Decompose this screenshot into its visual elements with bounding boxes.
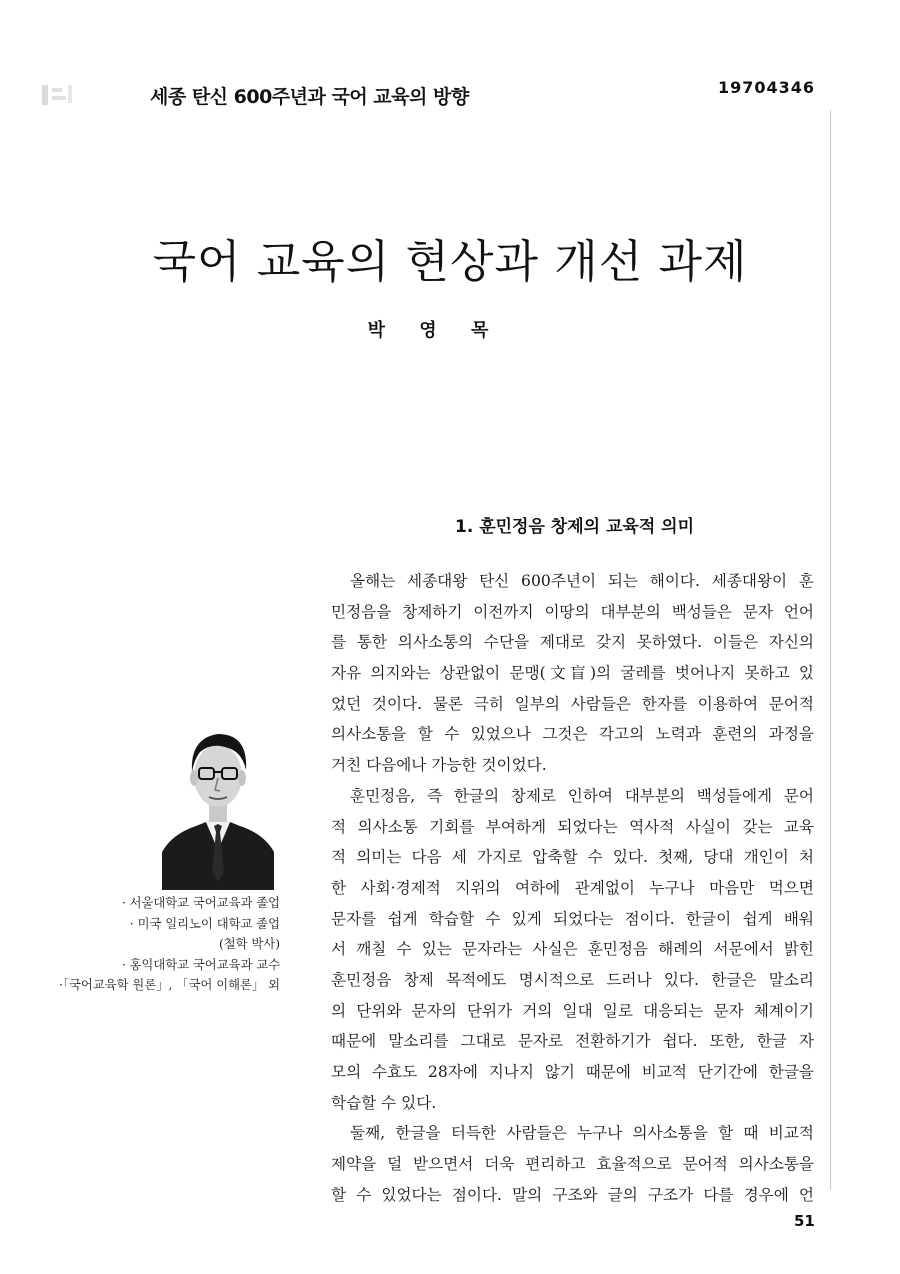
body-line: 적 의사소통 기회를 부여하게 되었다는 역사적 사실이 갖는 교육 xyxy=(331,817,814,836)
body-line: 할 수 있었다는 점이다. 말의 구조와 글의 구조가 다를 경우에 언 xyxy=(331,1185,814,1204)
bio-line: · 미국 일리노이 대학교 졸업 xyxy=(129,916,280,931)
body-line: 민정음을 창제하기 이전까지 이땅의 대부분의 백성들은 문자 언어 xyxy=(331,602,814,621)
running-header-series-title: 세종 탄신 600주년과 국어 교육의 방향 xyxy=(150,86,469,108)
author-photo xyxy=(162,712,274,890)
body-line: 자유 의지와는 상관없이 문맹(文盲)의 굴레를 벗어나지 못하고 있 xyxy=(331,664,814,683)
body-text xyxy=(331,566,814,1210)
body-line: 훈민정음, 즉 한글의 창제로 인하여 대부분의 백성들에게 문어 xyxy=(350,786,814,805)
body-line: 한 사회·경제적 지위의 여하에 관계없이 누구나 마음만 먹으면 xyxy=(331,878,814,897)
body-line: 올해는 세종대왕 탄신 600주년이 되는 해이다. 세종대왕이 훈 xyxy=(350,572,814,590)
body-line: 문자를 쉽게 학습할 수 있게 되었다는 점이다. 한글이 쉽게 배워 xyxy=(331,909,814,928)
bio-line: · 홍익대학교 국어교육과 교수 xyxy=(121,957,280,972)
body-line: 서 깨칠 수 있는 문자라는 사실은 훈민정음 해례의 서문에서 밝힌 xyxy=(331,940,814,959)
bio-line: (철학 박사) xyxy=(218,937,280,951)
body-line: 학습할 수 있다. xyxy=(331,1093,437,1112)
body-line: 모의 수효도 28자에 지나지 않기 때문에 비교적 단기간에 한글을 xyxy=(331,1063,814,1081)
scan-artifact-mark xyxy=(38,82,76,108)
bio-line: ·「국어교육학 원론」, 「국어 이해론」 외 xyxy=(59,978,280,992)
bio-line: · 서울대학교 국어교육과 졸업 xyxy=(121,896,280,910)
document-id: 19704346 xyxy=(718,78,816,97)
article-author: 박 영 목 xyxy=(367,320,503,341)
author-bio xyxy=(20,893,280,996)
body-line: 때문에 말소리를 그대로 문자로 전환하기가 쉽다. 또한, 한글 자 xyxy=(331,1032,814,1051)
body-line: 를 통한 의사소통의 수단을 제대로 갖지 못하였다. 이들은 자신의 xyxy=(331,633,814,652)
body-line: 의 단위와 문자의 단위가 거의 일대 일로 대응되는 문자 체계이기 xyxy=(331,1001,814,1020)
body-line: 둘째, 한글을 터득한 사람들은 누구나 의사소통을 할 때 비교적 xyxy=(350,1124,814,1143)
body-line: 의사소통을 할 수 있었으나 그것은 각고의 노력과 훈련의 과정을 xyxy=(331,725,814,744)
body-line: 었던 것이다. 물론 극히 일부의 사람들은 한자를 이용하여 문어적 xyxy=(331,694,814,713)
section-heading: 1. 훈민정음 창제의 교육적 의미 xyxy=(455,517,695,537)
body-line: 거친 다음에나 가능한 것이었다. xyxy=(331,756,547,775)
article-title: 국어 교육의 현상과 개선 과제 xyxy=(152,235,748,288)
page-number: 51 xyxy=(794,1212,815,1230)
body-line: 훈민정음 창제 목적에도 명시적으로 드러나 있다. 한글은 말소리 xyxy=(331,970,814,989)
body-line: 적 의미는 다음 세 가지로 압축할 수 있다. 첫째, 당대 개인이 처 xyxy=(331,848,814,867)
body-line: 제약을 덜 받으면서 더욱 편리하고 효율적으로 문어적 의사소통을 xyxy=(331,1155,814,1174)
